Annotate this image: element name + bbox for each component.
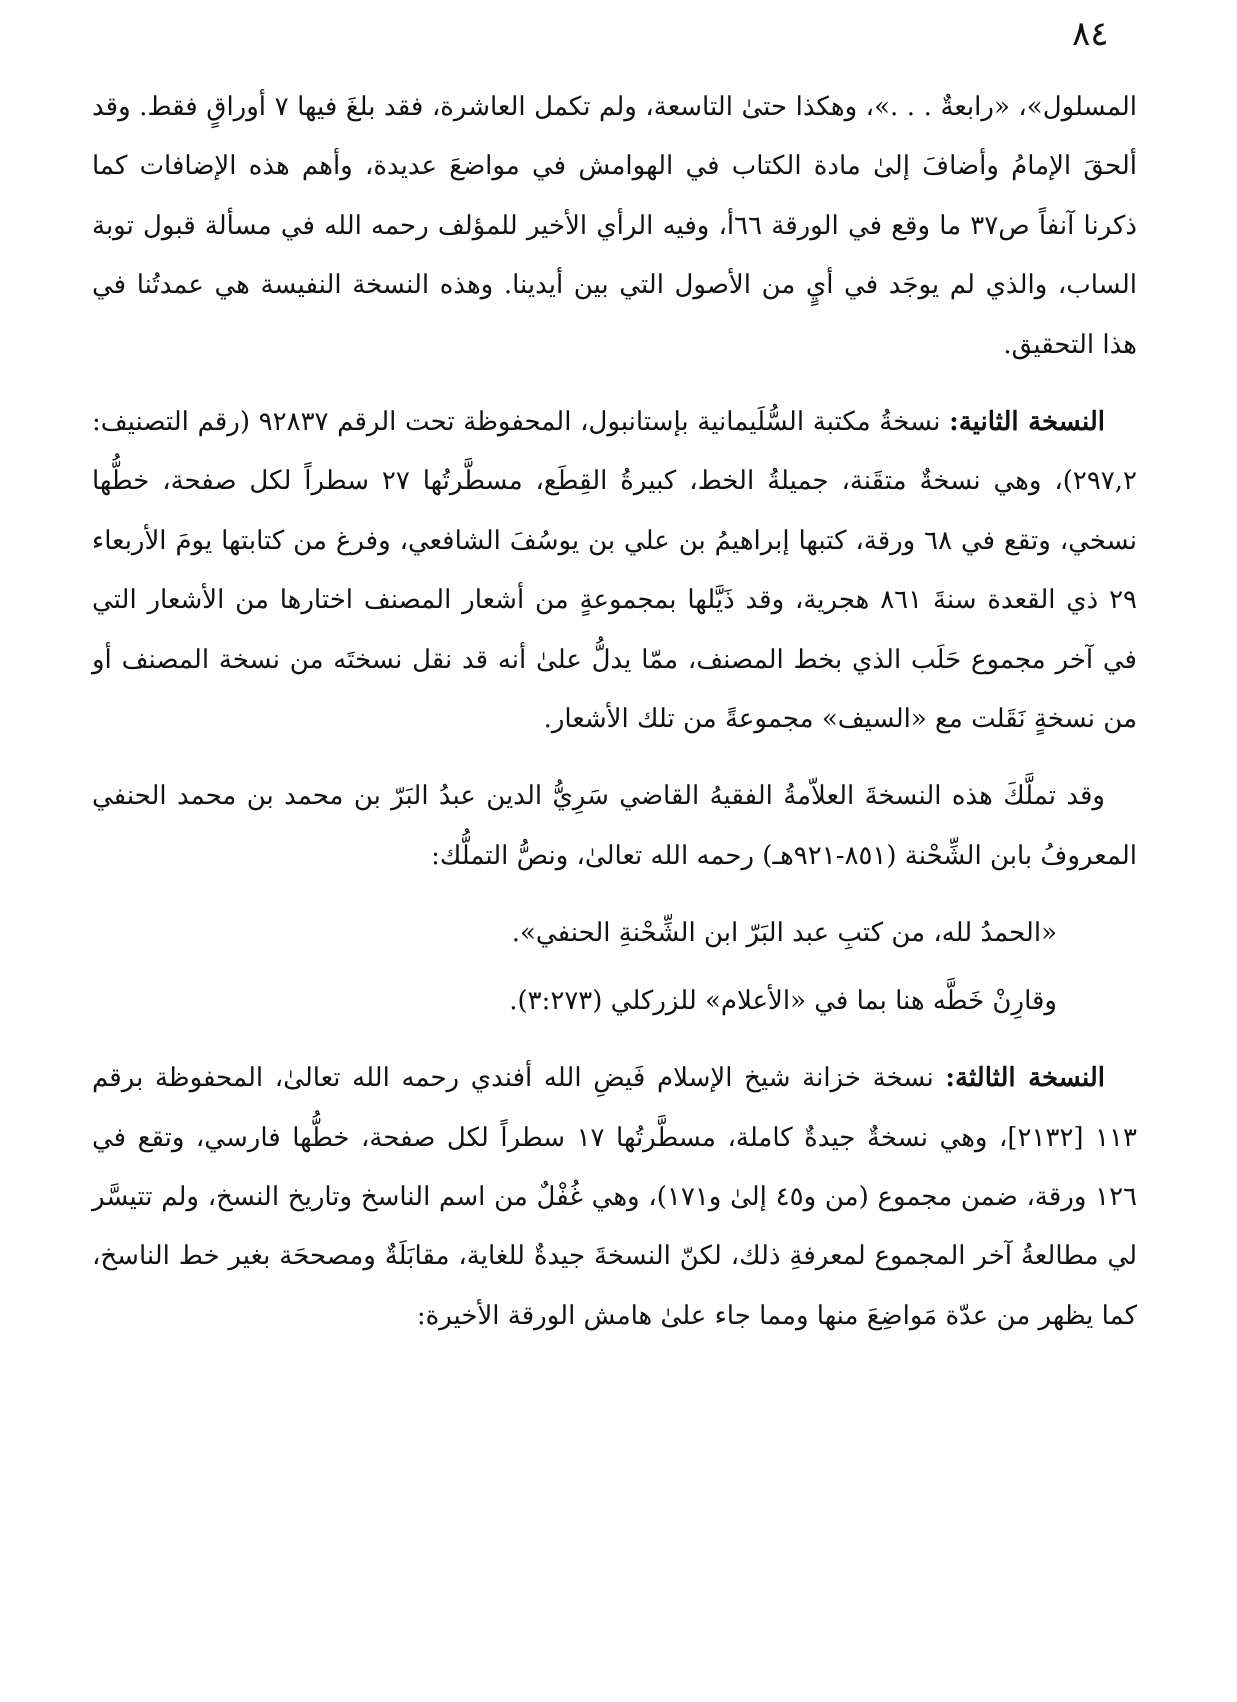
page-body (92, 78, 1137, 1364)
paragraph-third-copy (92, 1049, 1137, 1346)
paragraph-first-copy-continuation: المسلول»، «رابعةٌ . . .»، وهكذا حتىٰ التاسعة، ولم تكمل العاشرة، فقد بلغَ فيها ٧ أوراقٍ فقط. وقد ألحقَ الإمامُ وأضافَ إلىٰ مادة الكتاب في الهوامش في مواضعَ عديدة، وأهم هذه الإضافات كما ذكرنا آنفاً ص٣٧ ما وقع في الورقة ٦٦أ، وفيه الرأي الأخير للمؤلف رحمه الله في مسألة قبول توبة الساب، والذي لم يوجَد في أيٍ من الأصول التي بين أيدينا. وهذه النسخة النفيسة هي عمدتُنا في هذا التحقيق. (92, 92, 1138, 360)
paragraph-ownership: وقد تملَّكَ هذه النسخةَ العلاّمةُ الفقيهُ القاضي سَرِيُّ الدين عبدُ البَرّ بن محمد بن محمد الحنفي المعروفُ بابن الشِّحْنة (٨٥١-٩٢١هـ) رحمه الله تعالىٰ، ونصُّ التملُّك: (92, 781, 1137, 871)
ownership-quote: «الحمدُ لله، من كتبِ عبد البَرّ ابن الشِّحْنةِ الحنفي». (511, 918, 1057, 949)
third-copy-text: نسخة خزانة شيخ الإسلام فَيضِ الله أفندي رحمه الله تعالىٰ، المحفوظة برقم ١١٣ [٢١٣٢]، وهي نسخةٌ جيدةٌ كاملة، مسطَّرتُها ١٧ سطراً لكل صفحة، خطُّها فارسي، وتقع في ١٢٦ ورقة، ضمن مجموع (من و٤٥ إلىٰ و١٧١)، وهي غُفْلٌ من اسم الناسخ وتاريخ النسخ، ولم تتيسَّر لي مطالعةُ آخر المجموع لمعرفةِ ذلك، لكنّ النسخةَ جيدةٌ للغاية، مقابَلَةٌ ومصححَة بغير خط الناسخ، كما يظهر من عدّة مَواضِعَ منها ومما جاء علىٰ هامش الورقة الأخيرة: (92, 1063, 1138, 1331)
second-copy-heading: النسخة الثانية: (949, 407, 1105, 438)
paragraph-second-copy (92, 393, 1137, 749)
third-copy-heading: النسخة الثالثة: (945, 1063, 1105, 1094)
page-number: ٨٤ (1072, 14, 1109, 54)
comparison-note: وقارِنْ خَطَّه هنا بما في «الأعلام» للزركلي (٣:٢٧٣). (509, 985, 1057, 1016)
second-copy-text: نسخةُ مكتبة السُّلَيمانية بإستانبول، المحفوظة تحت الرقم ٩٢٨٣٧ (رقم التصنيف: ٢٩٧,٢)، وهي نسخةٌ متقَنة، جميلةُ الخط، كبيرةُ القِطَع، مسطَّرتُها ٢٧ سطراً لكل صفحة، خطُّها نسخي، وتقع في ٦٨ ورقة، كتبها إبراهيمُ بن علي بن يوسُفَ الشافعي، وفرغ من كتابتها يومَ الأربعاء ٢٩ ذي القعدة سنةَ ٨٦١ هجرية، وقد ذَيَّلها بمجموعةٍ من أشعار المصنف اختارها من الأشعار التي في آخر مجموع حَلَب الذي بخط المصنف، ممّا يدلُّ علىٰ أنه قد نقل نسختَه من نسخة المصنف أو من نسخةٍ نَقَلت مع «السيف» مجموعةً من تلك الأشعار. (92, 407, 1138, 735)
